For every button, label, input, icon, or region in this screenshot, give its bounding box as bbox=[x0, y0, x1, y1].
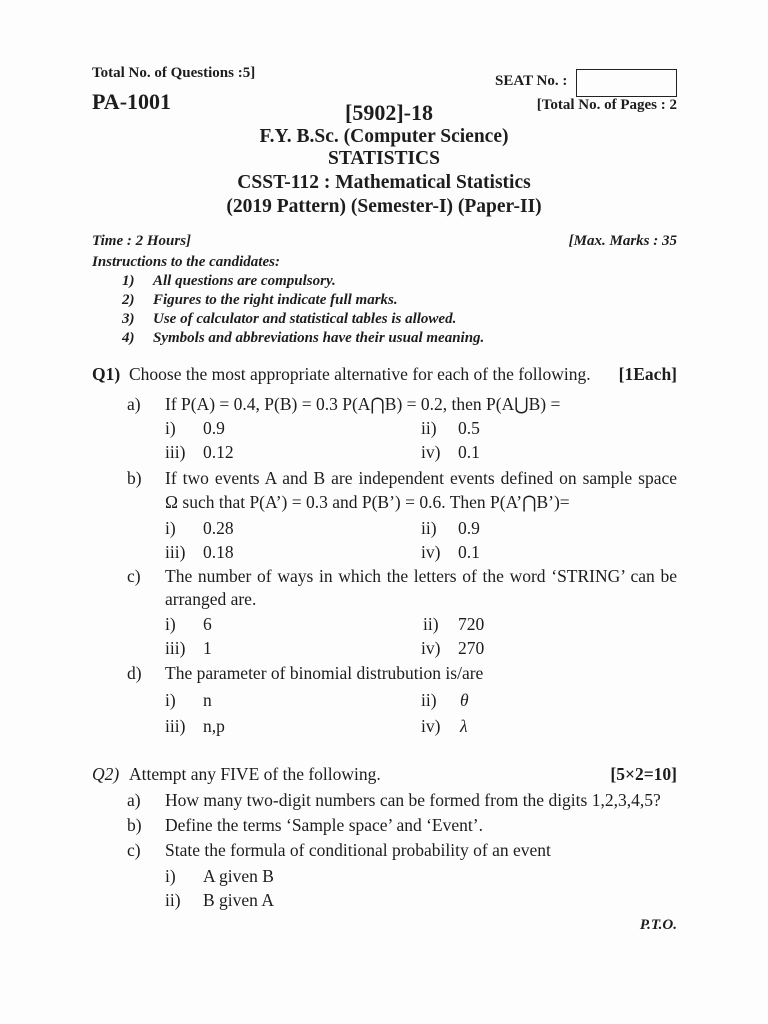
part-label: a) bbox=[127, 790, 141, 810]
option-label: ii) bbox=[421, 518, 437, 538]
option-label: ii) bbox=[423, 614, 439, 634]
option-label: i) bbox=[165, 518, 176, 538]
total-questions-label: Total No. of Questions :5] bbox=[92, 65, 256, 81]
option-label: iii) bbox=[165, 542, 186, 562]
paper-title: CSST-112 : Mathematical Statistics bbox=[237, 172, 531, 193]
option-label: i) bbox=[165, 614, 176, 634]
option-value: 0.9 bbox=[458, 518, 480, 538]
instruction-text: Use of calculator and statistical tables is allowed. bbox=[153, 311, 457, 327]
instruction-number: 4) bbox=[122, 330, 135, 346]
instruction-number: 3) bbox=[122, 311, 135, 327]
paper-code: PA-1001 bbox=[92, 89, 172, 114]
time-label: Time : 2 Hours] bbox=[92, 233, 192, 249]
option-value: B given A bbox=[203, 890, 274, 910]
option-value: λ bbox=[460, 716, 468, 736]
part-text: Define the terms ‘Sample space’ and ‘Event’. bbox=[165, 815, 483, 835]
option-value: 6 bbox=[203, 614, 212, 634]
total-pages-label: [Total No. of Pages : 2 bbox=[536, 97, 677, 113]
option-label: iv) bbox=[421, 442, 441, 462]
pattern-title: (2019 Pattern) (Semester-I) (Paper-II) bbox=[226, 196, 542, 217]
part-text: If P(A) = 0.4, P(B) = 0.3 P(A⋂B) = 0.2, then P(A⋃B) = bbox=[165, 394, 561, 414]
option-label: iii) bbox=[165, 638, 186, 658]
part-label: c) bbox=[127, 566, 141, 586]
part-text: If two events A and B are independent events defined on sample space bbox=[165, 468, 677, 488]
option-value: 0.18 bbox=[203, 542, 234, 562]
option-value: 0.1 bbox=[458, 442, 480, 462]
option-value: 0.9 bbox=[203, 418, 225, 438]
option-label: iv) bbox=[421, 638, 441, 658]
part-text: How many two-digit numbers can be formed from the digits 1,2,3,4,5? bbox=[165, 790, 661, 810]
option-value: A given B bbox=[203, 866, 274, 886]
instruction-item bbox=[122, 272, 336, 290]
instruction-item bbox=[122, 291, 398, 309]
part-text: arranged are. bbox=[165, 589, 257, 609]
option-label: ii) bbox=[421, 418, 437, 438]
part-text: Ω such that P(A’) = 0.3 and P(B’) = 0.6. Then P(A’⋂B’)= bbox=[165, 492, 570, 512]
seat-number-box bbox=[576, 69, 677, 97]
subject-title: STATISTICS bbox=[327, 148, 440, 169]
course-title: F.Y. B.Sc. (Computer Science) bbox=[259, 126, 509, 147]
option-value: 0.28 bbox=[203, 518, 234, 538]
instruction-text: Figures to the right indicate full marks. bbox=[153, 292, 398, 308]
part-text: The number of ways in which the letters of the word ‘STRING’ can be bbox=[165, 566, 677, 586]
option-value: θ bbox=[460, 690, 469, 710]
option-label: i) bbox=[165, 866, 176, 886]
pto-label: P.T.O. bbox=[639, 917, 677, 933]
paper-id: [5902]-18 bbox=[345, 100, 433, 125]
option-value: 0.5 bbox=[458, 418, 480, 438]
option-value: 0.12 bbox=[203, 442, 234, 462]
question-marks: [5×2=10] bbox=[610, 764, 677, 784]
option-label: iii) bbox=[165, 716, 186, 736]
instructions-heading: Instructions to the candidates: bbox=[92, 254, 280, 270]
option-value: 1 bbox=[203, 638, 212, 658]
part-label: c) bbox=[127, 840, 141, 860]
option-label: ii) bbox=[165, 890, 181, 910]
part-label: a) bbox=[127, 394, 141, 414]
question-text: Choose the most appropriate alternative for each of the following. bbox=[129, 364, 591, 384]
option-value: 270 bbox=[458, 638, 485, 658]
question-marks: [1Each] bbox=[618, 364, 677, 384]
option-value: 720 bbox=[458, 614, 485, 634]
option-label: i) bbox=[165, 690, 176, 710]
option-label: ii) bbox=[421, 690, 437, 710]
instruction-text: Symbols and abbreviations have their usual meaning. bbox=[153, 330, 485, 346]
question-text: Attempt any FIVE of the following. bbox=[129, 764, 381, 784]
max-marks-label: [Max. Marks : 35 bbox=[568, 233, 677, 249]
option-value: n bbox=[203, 690, 212, 710]
question-label: Q2) bbox=[92, 764, 120, 784]
instruction-number: 2) bbox=[122, 292, 135, 308]
part-text: The parameter of binomial distrubution is/are bbox=[165, 663, 484, 683]
instruction-number: 1) bbox=[122, 273, 135, 289]
option-label: iv) bbox=[421, 542, 441, 562]
instruction-item bbox=[122, 329, 485, 347]
option-value: 0.1 bbox=[458, 542, 480, 562]
part-label: b) bbox=[127, 468, 142, 488]
option-label: i) bbox=[165, 418, 176, 438]
seat-number-label: SEAT No. : bbox=[495, 73, 568, 89]
option-label: iv) bbox=[421, 716, 441, 736]
instruction-text: All questions are compulsory. bbox=[153, 273, 336, 289]
option-label: iii) bbox=[165, 442, 186, 462]
instruction-item bbox=[122, 310, 457, 328]
question-label: Q1) bbox=[92, 364, 121, 384]
part-text: State the formula of conditional probability of an event bbox=[165, 840, 551, 860]
part-label: b) bbox=[127, 815, 142, 835]
option-value: n,p bbox=[203, 716, 225, 736]
part-label: d) bbox=[127, 663, 142, 683]
